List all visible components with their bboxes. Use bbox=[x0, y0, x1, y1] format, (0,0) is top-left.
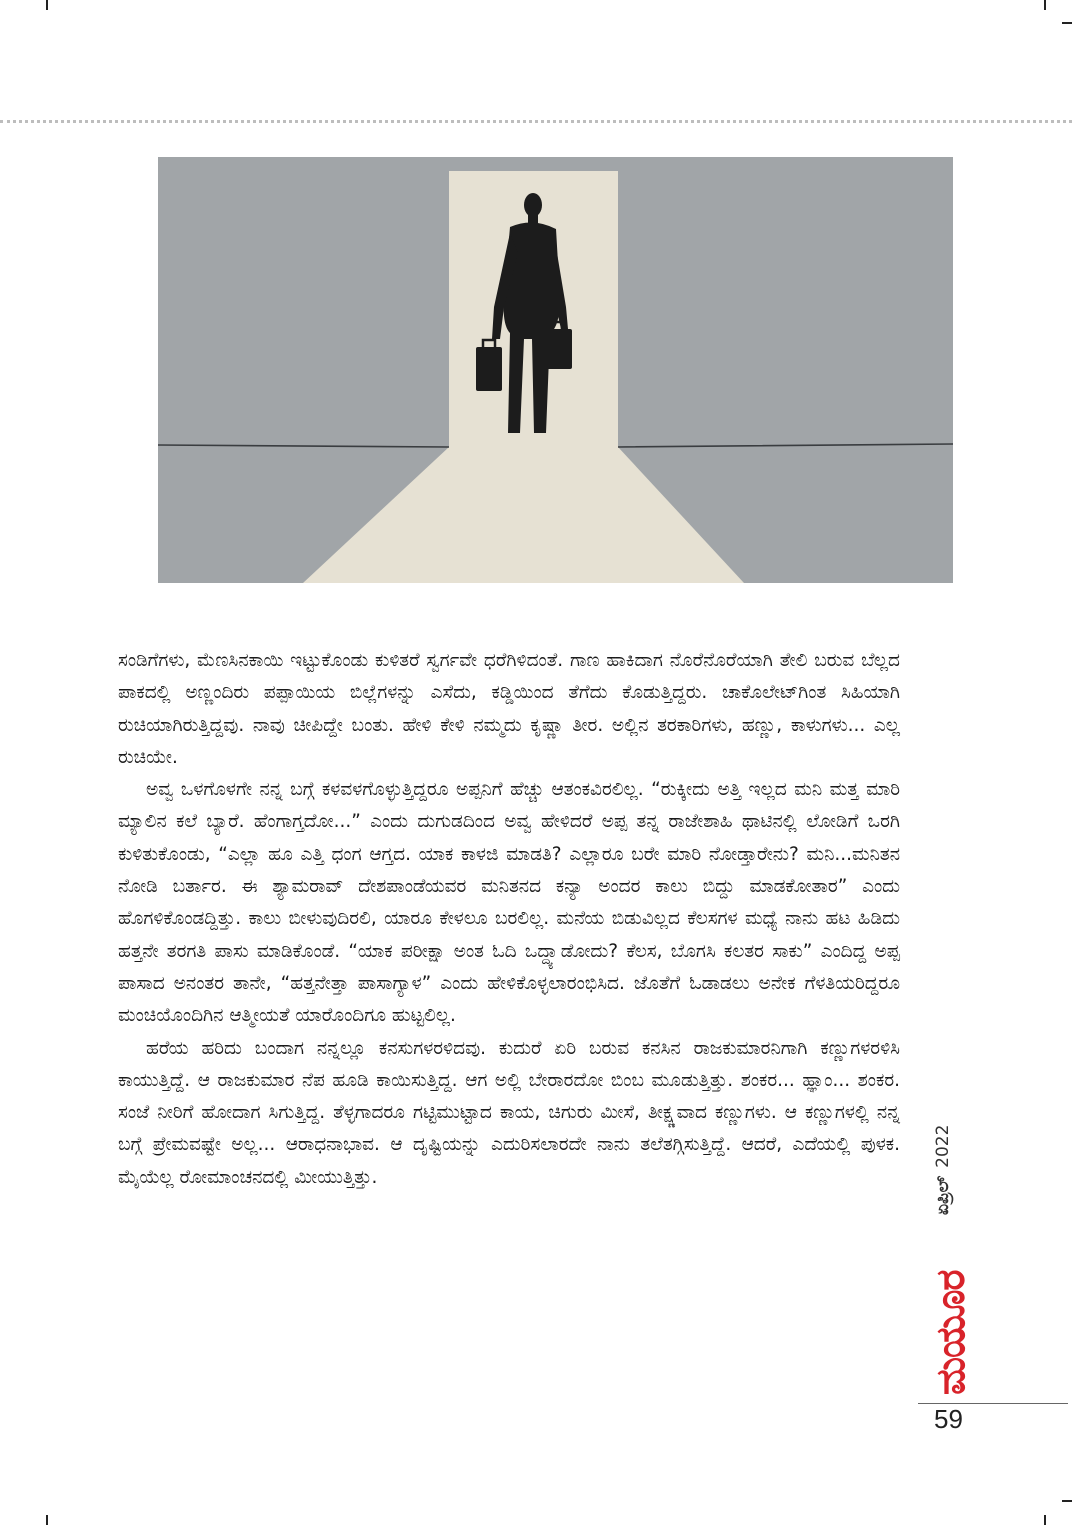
crop-mark-top-left bbox=[46, 0, 48, 10]
page-number: 59 bbox=[934, 1404, 963, 1434]
article-body bbox=[118, 645, 900, 1194]
right-briefcase bbox=[540, 322, 572, 369]
issue-sidebar bbox=[923, 1105, 973, 1405]
header-dotted-rule bbox=[0, 120, 1072, 123]
article-paragraph: ಅವ್ವ ಒಳಗೊಳಗೇ ನನ್ನ ಬಗ್ಗೆ ಕಳವಳಗೊಳ್ಳುತ್ತಿದ್ದರೂ ಅಪ್ಪನಿಗೆ ಹೆಚ್ಚು ಆತಂಕವಿರಲಿಲ್ಲ. “ರುಕ್ಕೀದು ಅತ್ತಿ ಇಲ್ಲದ ಮನಿ ಮತ್ತ ಮಾರಿ ಮ್ಯಾಲಿನ ಕಲೆ ಬ್ಯಾರೆ. ಹೆಂಗಾಗ್ತದೋ...” ಎಂದು ದುಗುಡದಿಂದ ಅವ್ವ ಹೇಳಿದರೆ ಅಪ್ಪ ತನ್ನ ರಾಜೇಶಾಹಿ ಥಾಟಿನಲ್ಲಿ ಲೋಡಿಗೆ ಒರಗಿ ಕುಳಿತುಕೊಂಡು, “ಎಲ್ಲಾ ಹೂ ಎತ್ತಿ ಧಂಗ ಆಗ್ತದ. ಯಾಕ ಕಾಳಜಿ ಮಾಡತಿ? ಎಲ್ಲಾರೂ ಬರೇ ಮಾರಿ ನೋಡ್ತಾರೇನು? ಮನಿ...ಮನಿತನ ನೋಡಿ ಬರ್ತಾರ. ಈ ಶ್ಯಾಮರಾವ್ ದೇಶಪಾಂಡೆಯವರ ಮನಿತನದ ಕನ್ಯಾ ಅಂದರ ಕಾಲು ಬಿದ್ದು ಮಾಡಕೋತಾರ” ಎಂದು ಹೊಗಳಿಕೊಂಡದ್ದಿತ್ತು. ಕಾಲು ಬೀಳುವುದಿರಲಿ, ಯಾರೂ ಕೇಳಲೂ ಬರಲಿಲ್ಲ. ಮನೆಯ ಬಿಡುವಿಲ್ಲದ ಕೆಲಸಗಳ ಮಧ್ಯೆ ನಾನು ಹಟ ಹಿಡಿದು ಹತ್ತನೇ ತರಗತಿ ಪಾಸು ಮಾಡಿಕೊಂಡೆ. “ಯಾಕ ಪರೀಕ್ಷಾ ಅಂತ ಓದಿ ಒದ್ದ್ಯಾಡೋದು? ಕೆಲಸ, ಬೊಗಸಿ ಕಲತರ ಸಾಕು” ಎಂದಿದ್ದ ಅಪ್ಪ ಪಾಸಾದ ಅನಂತರ ತಾನೇ, “ಹತ್ತನೇತ್ತಾ ಪಾಸಾಗ್ಯಾಳ” ಎಂದು ಹೇಳಿಕೊಳ್ಳಲಾರಂಭಿಸಿದ. ಜೊತೆಗೆ ಓಡಾಡಲು ಅನೇಕ ಗೆಳತಿಯರಿದ್ದರೂ ಮಂಚಿಯೊಂದಿಗಿನ ಆತ್ಮೀಯತೆ ಯಾರೊಂದಿಗೂ ಹುಟ್ಟಲಿಲ್ಲ. bbox=[118, 779, 900, 1027]
crop-mark-top-right bbox=[1044, 0, 1046, 10]
issue-year: 2022 bbox=[933, 1124, 953, 1168]
issue-month: ಏಪ್ರಿಲ್ bbox=[933, 1175, 953, 1215]
crop-mark-right-upper bbox=[1062, 22, 1072, 24]
magazine-logo: ಮಯೂರ bbox=[928, 1270, 974, 1395]
crop-mark-right-lower bbox=[1062, 1500, 1072, 1502]
crop-mark-bottom-left bbox=[46, 1515, 48, 1525]
left-briefcase bbox=[476, 340, 502, 391]
issue-date bbox=[933, 1125, 953, 1215]
article-paragraph: ಸಂಡಿಗೆಗಳು, ಮೆಣಸಿನಕಾಯಿ ಇಟ್ಟುಕೊಂಡು ಕುಳಿತರೆ ಸ್ವರ್ಗವೇ ಧರೆಗಿಳಿದಂತೆ. ಗಾಣ ಹಾಕಿದಾಗ ನೊರೆನೊರೆಯಾಗಿ ತೇಲಿ ಬರುವ ಬೆಲ್ಲದ ಪಾಕದಲ್ಲಿ ಅಣ್ಣಂದಿರು ಪಪ್ಪಾಯಿಯ ಬಿಲ್ಲೆಗಳನ್ನು ಎಸೆದು, ಕಡ್ಡಿಯಿಂದ ತೆಗೆದು ಕೊಡುತ್ತಿದ್ದರು. ಚಾಕೊಲೇಟ್‌ಗಿಂತ ಸಿಹಿಯಾಗಿ ರುಚಿಯಾಗಿರುತ್ತಿದ್ದವು. ನಾವು ಚೀಪಿದ್ದೇ ಬಂತು. ಹೇಳಿ ಕೇಳಿ ನಮ್ಮದು ಕೃಷ್ಣಾ ತೀರ. ಅಲ್ಲಿನ ತರಕಾರಿಗಳು, ಹಣ್ಣು, ಕಾಳುಗಳು... ಎಲ್ಲ ರುಚಿಯೇ. bbox=[118, 650, 900, 768]
doorway-illustration bbox=[158, 157, 953, 583]
crop-mark-bottom-right bbox=[1044, 1515, 1046, 1525]
article-paragraph: ಹರೆಯ ಹರಿದು ಬಂದಾಗ ನನ್ನಲ್ಲೂ ಕನಸುಗಳರಳಿದವು. ಕುದುರೆ ಏರಿ ಬರುವ ಕನಸಿನ ರಾಜಕುಮಾರನಿಗಾಗಿ ಕಣ್ಣುಗಳರಳಿಸಿ ಕಾಯುತ್ತಿದ್ದೆ. ಆ ರಾಜಕುಮಾರ ನೆಪ ಹೂಡಿ ಕಾಯಿಸುತ್ತಿದ್ದ. ಆಗ ಅಲ್ಲಿ ಬೇರಾರದೋ ಬಿಂಬ ಮೂಡುತ್ತಿತ್ತು. ಶಂಕರ... ಹ್ಞಾಂ... ಶಂಕರ. ಸಂಜೆ ನೀರಿಗೆ ಹೋದಾಗ ಸಿಗುತ್ತಿದ್ದ. ತೆಳ್ಳಗಾದರೂ ಗಟ್ಟಿಮುಟ್ಟಾದ ಕಾಯ, ಚಿಗುರು ಮೀಸೆ, ತೀಕ್ಷ್ಣವಾದ ಕಣ್ಣುಗಳು. ಆ ಕಣ್ಣುಗಳಲ್ಲಿ ನನ್ನ ಬಗ್ಗೆ ಪ್ರೇಮವಷ್ಟೇ ಅಲ್ಲ... ಆರಾಧನಾಭಾವ. ಆ ದೃಷ್ಟಿಯನ್ನು ಎದುರಿಸಲಾರದೇ ನಾನು ತಲೆತಗ್ಗಿಸುತ್ತಿದ್ದೆ. ಆದರೆ, ಎದೆಯಲ್ಲಿ ಪುಳಕ. ಮೈಯೆಲ್ಲ ರೋಮಾಂಚನದಲ್ಲಿ ಮೀಯುತ್ತಿತ್ತು. bbox=[118, 1037, 900, 1188]
